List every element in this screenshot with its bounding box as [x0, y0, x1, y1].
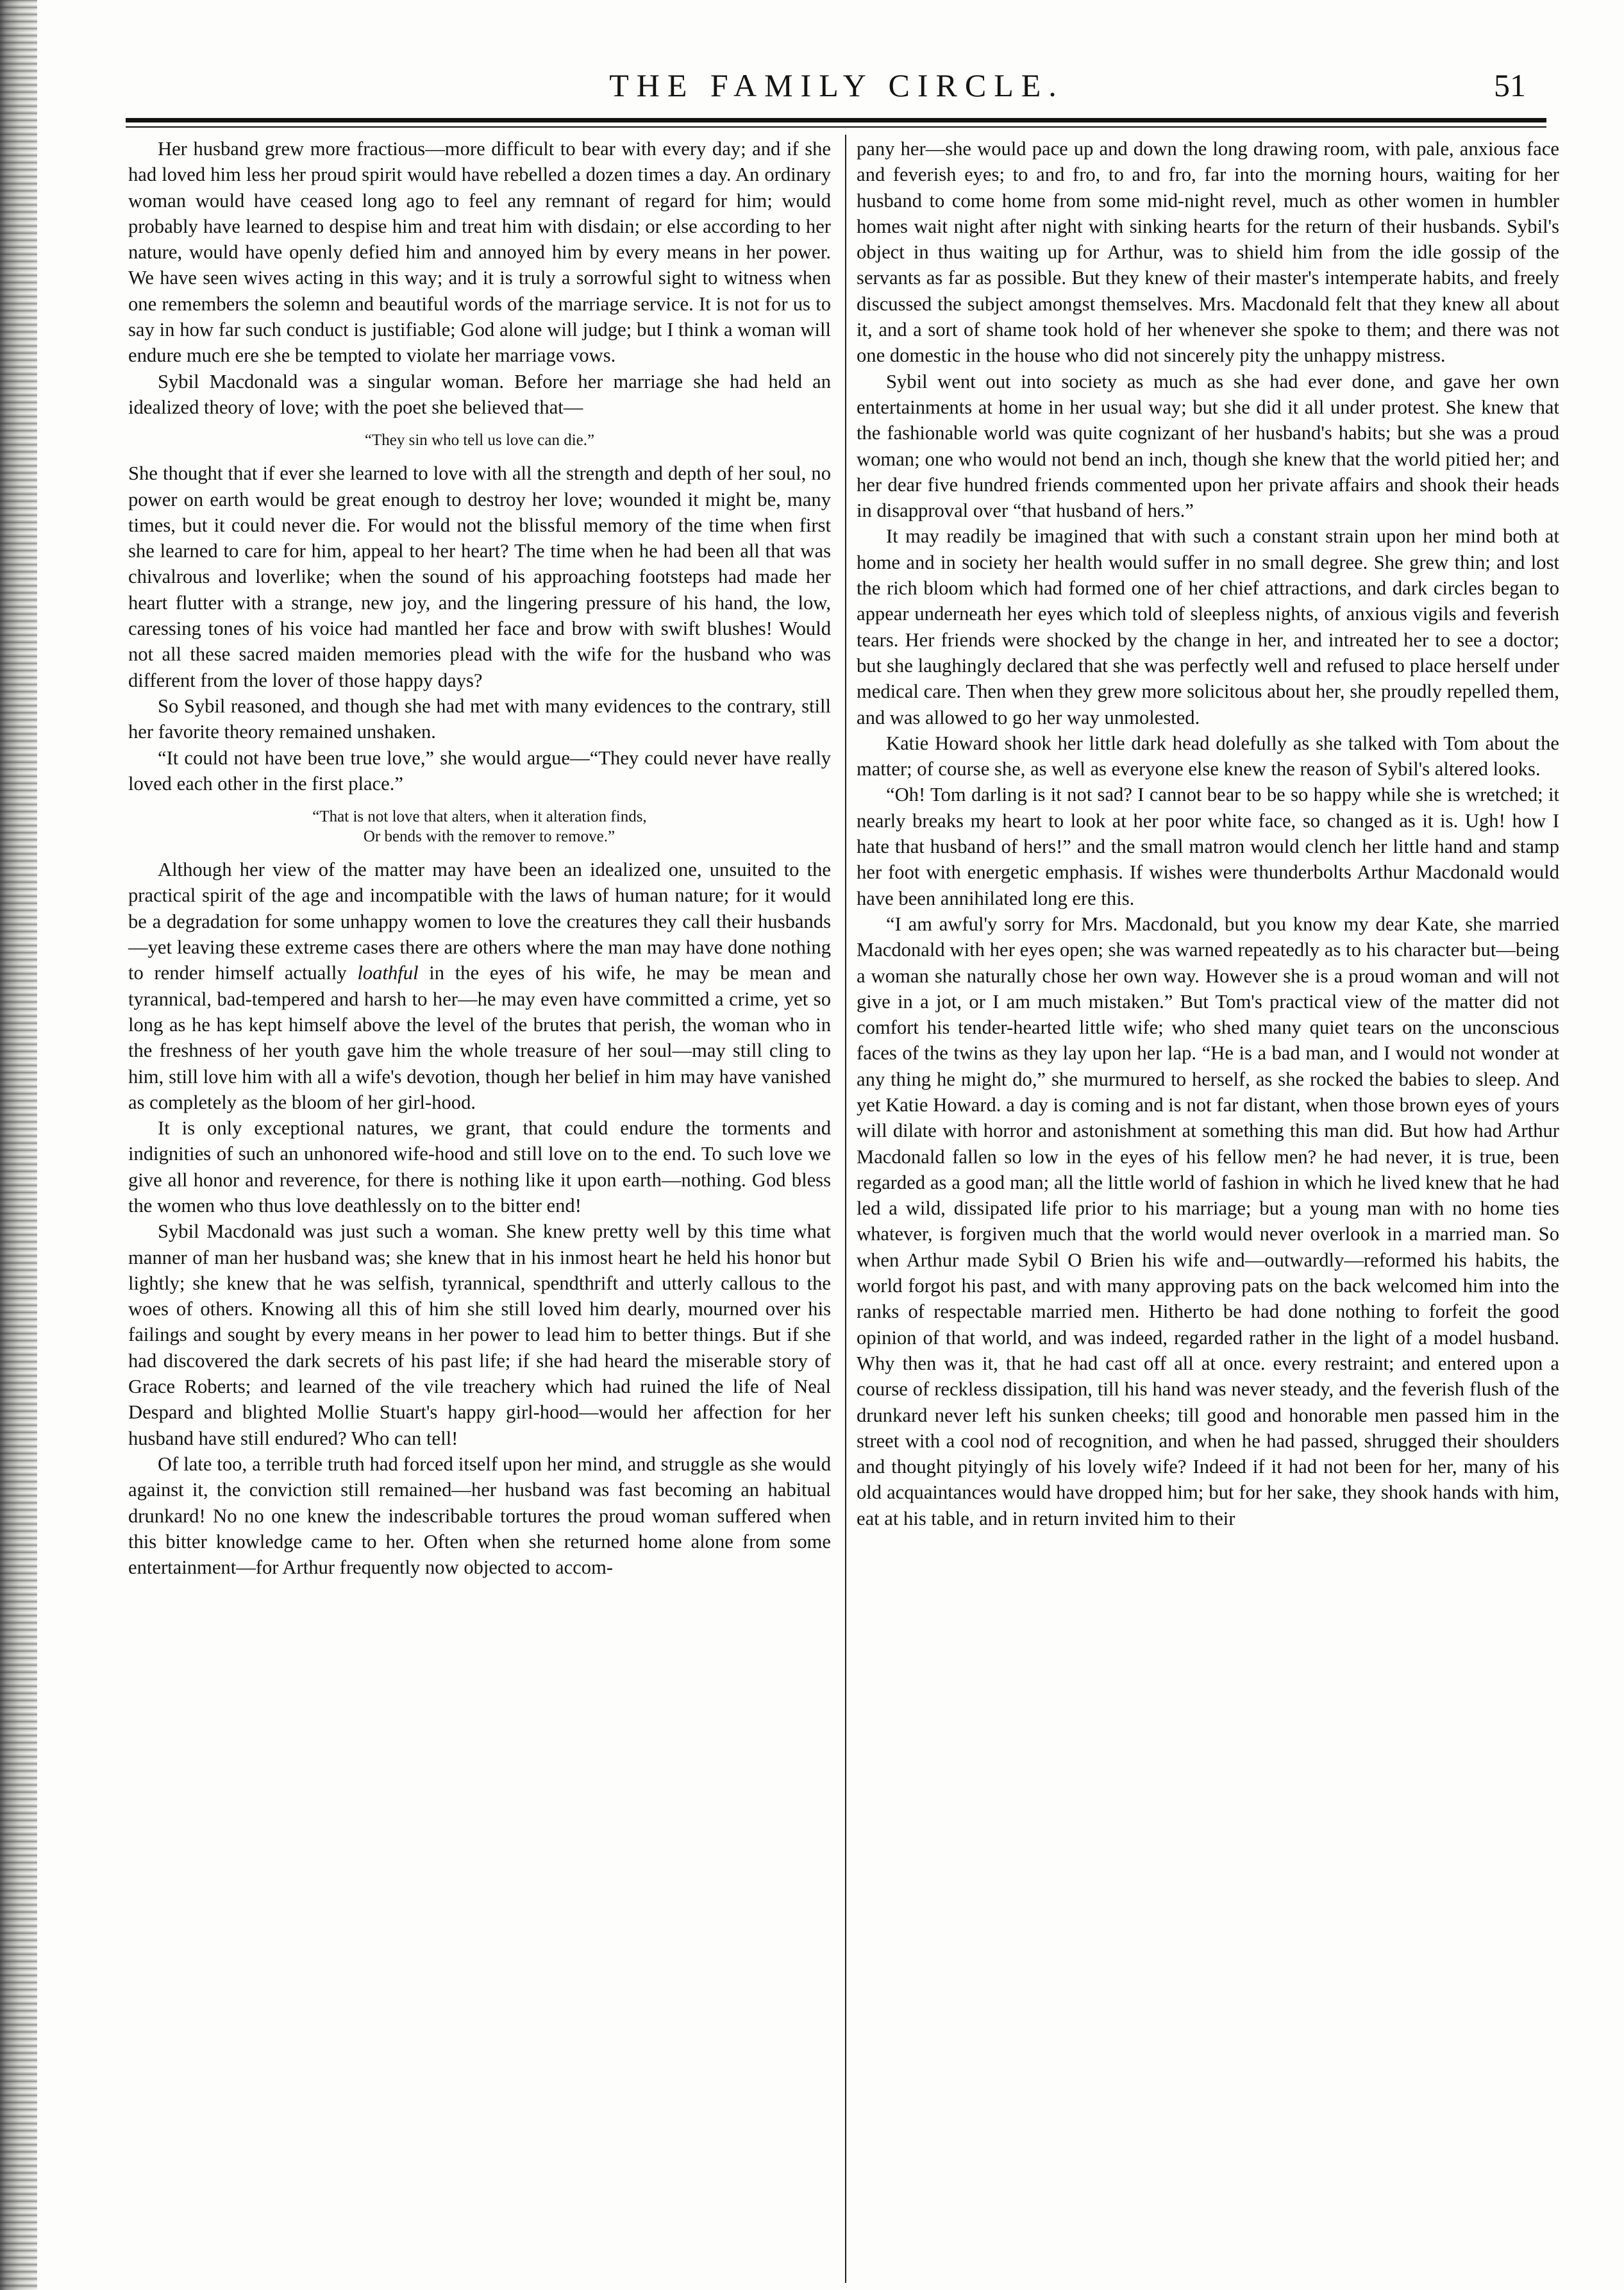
paragraph-text: in the eyes of his wife, he may be mean and tyrannical, bad-tempered and harsh to her—he may even have committed a crime, yet so long as he has kept himself above the level of the brutes that perish, the woman who in the freshness of her youth gave him the whole treasure of her soul—may still cling to him, still love him with all a wife's devotion, though her belief in him may have vanished as completely as the bloom of her girl-hood.: [128, 962, 831, 1113]
paragraph: Sybil Macdonald was just such a woman. She knew pretty well by this time what manner of man her husband was; she knew that in his inmost heart he held his honor but lightly; she knew that he was selfish, tyrannical, spendthrift and utterly callous to the woes of others. Knowing all this of him she still loved him dearly, mourned over his failings and sought by every means in her power to lead him to better things. But if she had discovered the dark secrets of his past life; if she had heard the miserable story of Grace Roberts; and learned of the vile treachery which had ruined the life of Neal Despard and blighted Mollie Stuart's happy girl-hood—would her affection for her husband have still endured? Who can tell!: [128, 1220, 831, 1449]
paragraph: Of late too, a terrible truth had forced itself upon her mind, and struggle as she would against it, the conviction still remained—her husband was fast becoming an habitual drunkard! No no one knew the indescribable tortures the proud woman suffered when this bitter knowledge came to her. Often when she returned home alone from some entertainment—for Arthur frequently now objected to accom-: [128, 1452, 831, 1579]
paragraph: Katie Howard shook her little dark head dolefully as she talked with Tom about the matter; of course she, as well as everyone else knew the reason of Sybil's altered looks.: [857, 732, 1559, 780]
verse-line: “That is not love that alters, when it alteration finds,: [312, 808, 647, 826]
publication-title: THE FAMILY CIRCLE.: [609, 67, 1064, 103]
paragraph-text: Although her view of the matter may have been an idealized one, unsuited to the practical spirit of the age and incompatible with the laws of human nature; for it would be a degradation for some unhappy women to love the creatures they call their husbands—yet leaving these extreme cases there are others where the man may have done nothing to render himself actually: [128, 859, 831, 984]
verse-line: “They sin who tell us love can die.”: [364, 432, 595, 450]
paragraph: [128, 857, 831, 1115]
verse-quote: [128, 430, 831, 450]
paragraph: Sybil went out into society as much as she had ever done, and gave her own entertainments at home in her usual way; but she did it all under protest. She knew that the fashionable world was quite cognizant of her husband's habits; but she was a proud woman; one who would not bend an inch, though she knew that the world pitied her; and her dear five hundred friends commented upon her private affairs and shook their heads in disapproval over “that husband of hers.”: [857, 370, 1559, 522]
paragraph: She thought that if ever she learned to love with all the strength and depth of her soul, no power on earth would be great enough to destroy her love; wounded it might be, many times, but it could never die. For would not the blissful memory of the time when first she learned to care for him, appeal to her heart? The time when he had been all that was chivalrous and loverlike; when the sound of his approaching footsteps had made her heart flutter with a strange, new joy, and the lingering pressure of his hand, the low, caressing tones of his voice had mantled her face and brow with swift blushes! Would not all these sacred maiden memories plead with the wife for the husband who was different from the lover of those happy days?: [128, 462, 831, 691]
paragraph: Sybil Macdonald was a singular woman. Before her marriage she had held an idealized theory of love; with the poet she believed that—: [128, 370, 831, 418]
verse-line: Or bends with the remover to remove.”: [363, 828, 615, 846]
verse-quote: [128, 807, 831, 846]
emphasized-word: loathful: [357, 962, 419, 984]
page-binding-edge: [0, 0, 37, 2290]
paragraph: So Sybil reasoned, and though she had met with many evidences to the contrary, still her favorite theory remained unshaken.: [128, 695, 831, 743]
paragraph: Her husband grew more fractious—more difficult to bear with every day; and if she had loved him less her proud spirit would have rebelled a dozen times a day. An ordinary woman would have ceased long ago to feel any remnant of regard for him; would probably have learned to despise him and treat him with disdain; or else according to her nature, would have openly defied him and annoyed him by every means in her power. We have seen wives acting in this way; and it is truly a sorrowful sight to witness when one remembers the solemn and beautiful words of the marriage service. It is not for us to say in how far such conduct is justifiable; God alone will judge; but I think a woman will endure much ere she be tempted to violate her marriage vows.: [128, 138, 831, 367]
page-number: 51: [1494, 67, 1526, 103]
left-column: [128, 136, 831, 1580]
paragraph: It is only exceptional natures, we grant, that could endure the torments and indignities of such an unhonored wife-hood and still love on to the end. To such love we give all honor and reverence, for there is nothing like it upon earth—nothing. God bless the women who thus love deathlessly on to the bitter end!: [128, 1117, 831, 1217]
header-rule-thin: [126, 126, 1546, 128]
paragraph: pany her—she would pace up and down the long drawing room, with pale, anxious face and feverish eyes; to and fro, to and fro, far into the morning hours, waiting for her husband to come home from some mid-night revel, much as other women in humbler homes wait night after night with sinking hearts for the return of their husbands. Sybil's object in thus waiting up for Arthur, was to shield him from the idle gossip of the servants as far as possible. But they knew of their master's intemperate habits, and freely discussed the subject amongst themselves. Mrs. Macdonald felt that they knew all about it, and a sort of shame took hold of her whenever she spoke to them; and there was not one domestic in the house who did not sincerely pity the unhappy mistress.: [857, 138, 1559, 367]
paragraph: “I am awful'y sorry for Mrs. Macdonald, but you know my dear Kate, she married Macdonald with her eyes open; she was warned repeatedly as to his character but—being a woman she naturally chose her own way. However she is a proud woman and will not give in a jot, or I am much mistaken.” But Tom's practical view of the matter did not comfort his tender-hearted little wife; who shed many quiet tears on the unconscious faces of the twins as they lay upon her lap. “He is a bad man, and I would not wonder at any thing he might do,” she murmured to herself, as she rocked the babies to sleep. And yet Katie Howard. a day is coming and is not far distant, when those brown eyes of yours will dilate with horror and astonishment at something this man did. But how had Arthur Macdonald fallen so low in the eyes of his fellow men? he had never, it is true, been regarded as a good man; all the little world of fashion in which he lived knew that he had led a wild, dissipated life prior to his marriage; but a young man with no home ties whatever, is forgiven much that the world would never overlook in a married man. So when Arthur made Sybil O Brien his wife and—outwardly—reformed his habits, the world forgot his past, and with many approving pats on the back welcomed him into the ranks of respectable married men. Hitherto be had done nothing to forfeit the good opinion of that world, and was indeed, regarded rather in the light of a model husband. Why then was it, that he had cast off all at once. every restraint; and entered upon a course of reckless dissipation, till his hand was never steady, and the feverish flush of the drunkard never left his sunken cheeks; till good and honorable men passed him in the street with a cool nod of recognition, and when he had passed, shrugged their shoulders and thought pityingly of his lovely wife? Indeed if it had not been for her, many of his old acquaintances would have dropped him; but for her sake, they shook hands with him, eat at his table, and in return invited him to their: [857, 913, 1559, 1529]
header-rule-thick: [126, 118, 1546, 122]
right-column: [857, 136, 1559, 1531]
paragraph: “Oh! Tom darling is it not sad? I cannot bear to be so happy while she is wretched; it nearly breaks my heart to look at her poor white face, so changed as it is. Ugh! how I hate that husband of hers!” and the small matron would clench her little hand and stamp her foot with energetic emphasis. If wishes were thunderbolts Arthur Macdonald would have been annihilated long ere this.: [857, 784, 1559, 909]
column-divider: [845, 135, 846, 2283]
paragraph: It may readily be imagined that with such a constant strain upon her mind both at home and in society her health would suffer in no small degree. She grew thin; and lost the rich bloom which had formed one of her chief attractions, and dark circles began to appear underneath her eyes which told of sleepless nights, of anxious vigils and feverish tears. Her friends were shocked by the change in her, and intreated her to see a doctor; but she laughingly declared that she was perfectly well and refused to place herself under medical care. Then when they grew more solicitous about her, she proudly repelled them, and was allowed to go her way unmolested.: [857, 525, 1559, 728]
page-header: [128, 62, 1545, 113]
paragraph: “It could not have been true love,” she would argue—“They could never have really loved each other in the first place.”: [128, 746, 831, 795]
